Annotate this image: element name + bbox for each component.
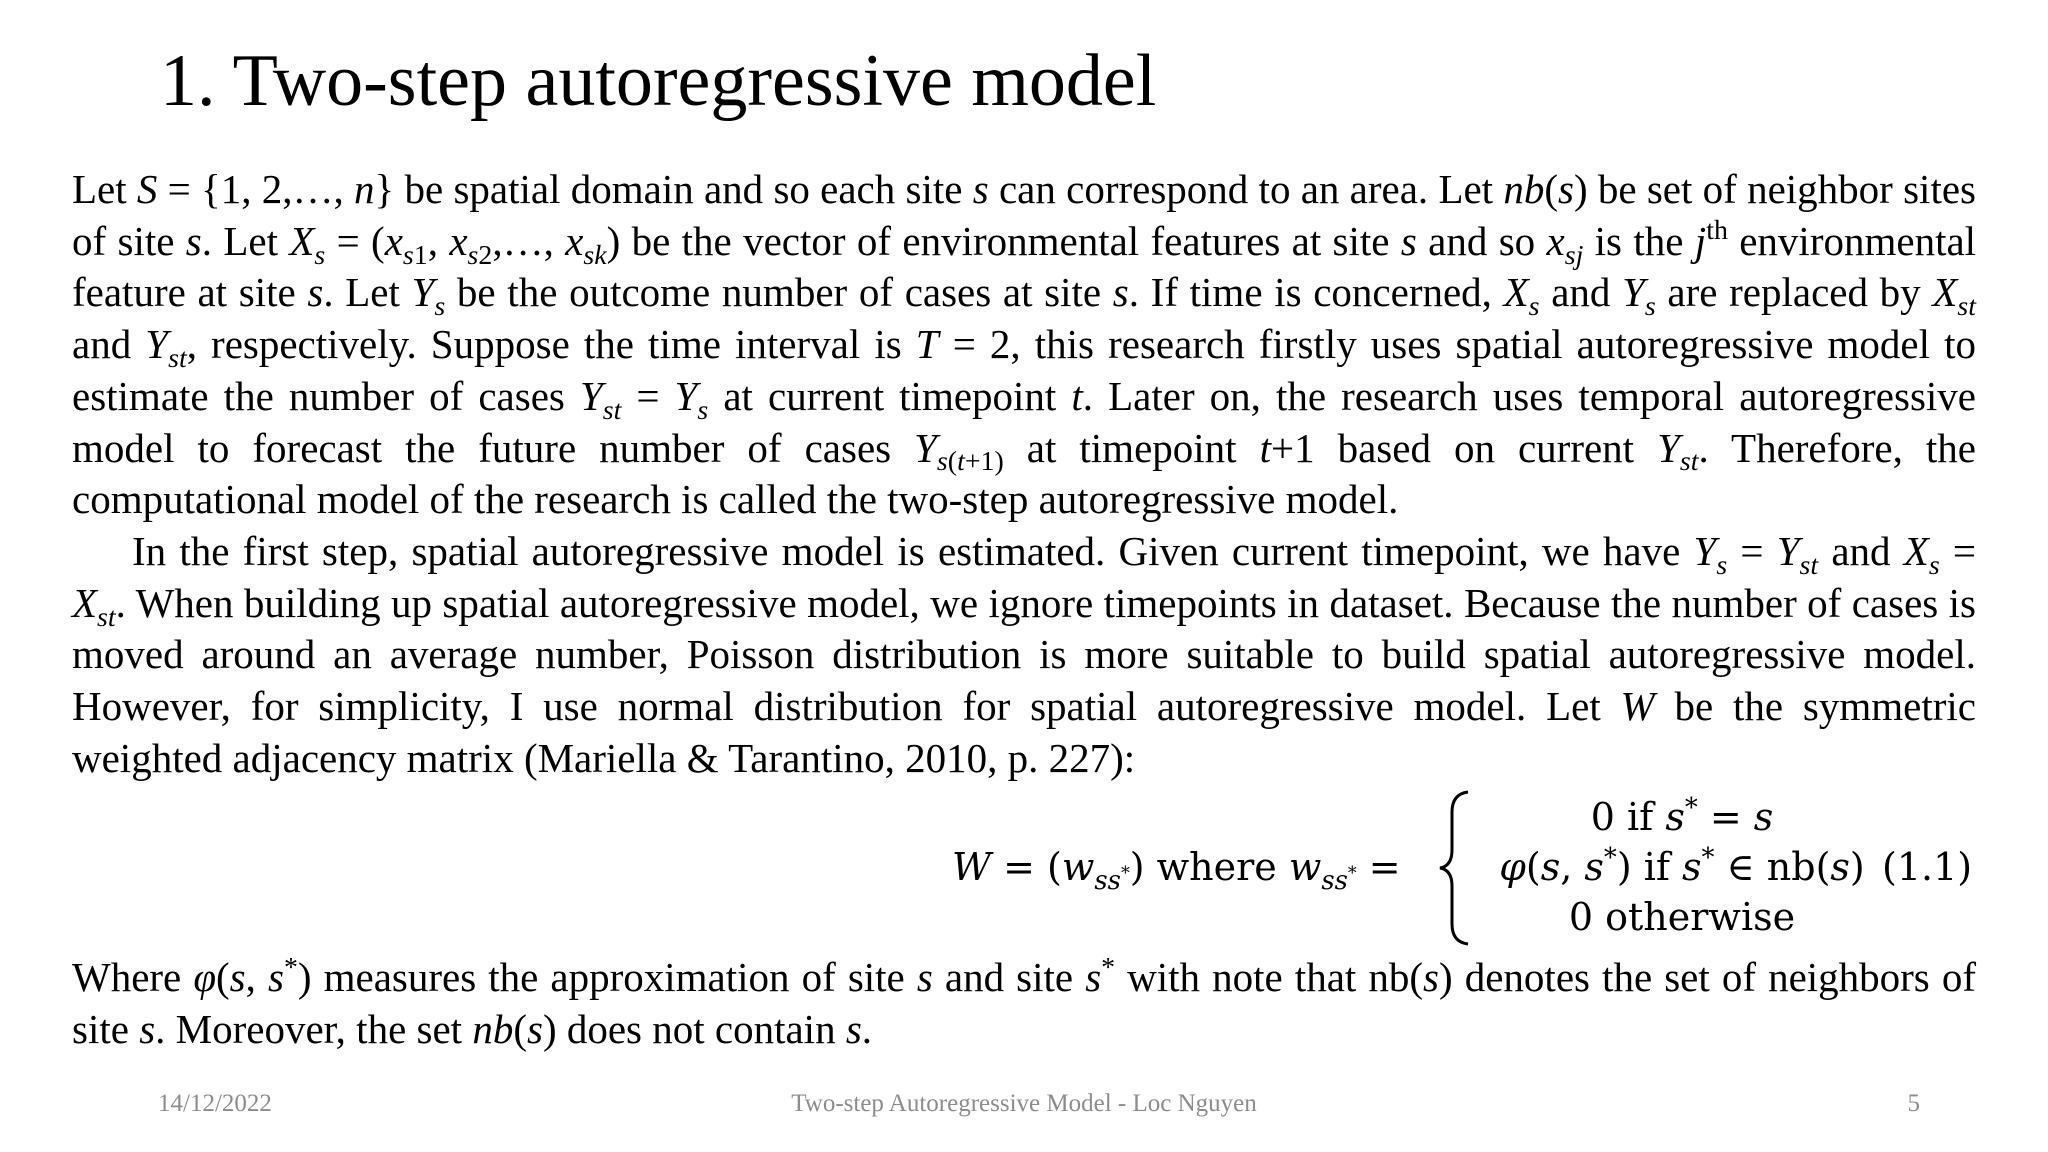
equation-where-word: where [1156,845,1277,890]
case-neighbor: φ(s, s*) if s* ∈ nb(s) [1499,843,1865,890]
slide-body [72,164,1976,1056]
left-brace-icon [1434,788,1474,948]
equation-1-1 [72,788,1976,948]
footer-page-number: 5 [1907,1090,1920,1117]
footer-title: Two-step Autoregressive Model - Loc Nguyen [791,1090,1257,1117]
slide-title: 1. Two-step autoregressive model [160,40,1157,122]
paragraph-first-step: In the first step, spatial autoregressive model is estimated. Given current timepoint, we have $Y_s = Y_{st}$ and $X_s = X_{st}$. When building up spatial autoregressive model, we ignore timepoints in dataset. Because the number of cases is moved around an average number, Poisson distribution is more suitable to build spatial autoregressive model. However, for simplicity, I use normal distribution for spatial autoregressive model. Let W be the symmetric weighted adjacency matrix (Mariella & Tarantino, 2010, p. 227): [72,527,1977,781]
paragraph-definitions: Let S = {1, 2,…, n} be spatial domain and so each site s can correspond to an area. Let nb(s) be set of neighbor sites of site s. Let $X_s = (x_{s1}$, $x_{s2},\dots$, $x_{sk}$) be the vector of environmental features at site s and so $x_{sj}$ is the $j^{th}$ environmental feature at site s. Let $Y_s$ be the outcome number of cases at site s. If time is concerned, $X_s$ and $Y_s$ are replaced by $X_{st}$ and $Y_{st}$, respectively. Suppose the time interval is T = 2, this research firstly uses spatial autoregressive model to estimate the number of cases $Y_{st} = Y_s$ at current timepoint t. Later on, the research uses temporal autoregressive model to forecast the future number of cases $Y_{s(t+1)}$ at timepoint t+1 based on current $Y_{st}$. Therefore, the computational model of the research is called the two-step autoregressive model. [72,166,1977,523]
case-equal: 0 if s* = s [1590,793,1774,840]
equation-lhs: $W = (w_{ss^*})$ where $w_{ss^*}$ = [952,845,1401,896]
footer-date: 14/12/2022 [158,1090,272,1117]
equation-number: (1.1) [1882,845,1973,890]
paragraph-phi-note: Where φ(s, s*) measures the approximation of site s and site s* with note that nb(s) denotes the set of neighbors of site s. Moreover, the set nb(s) does not contain s. [72,952,1976,1053]
case-otherwise: 0 otherwise [1568,895,1796,940]
